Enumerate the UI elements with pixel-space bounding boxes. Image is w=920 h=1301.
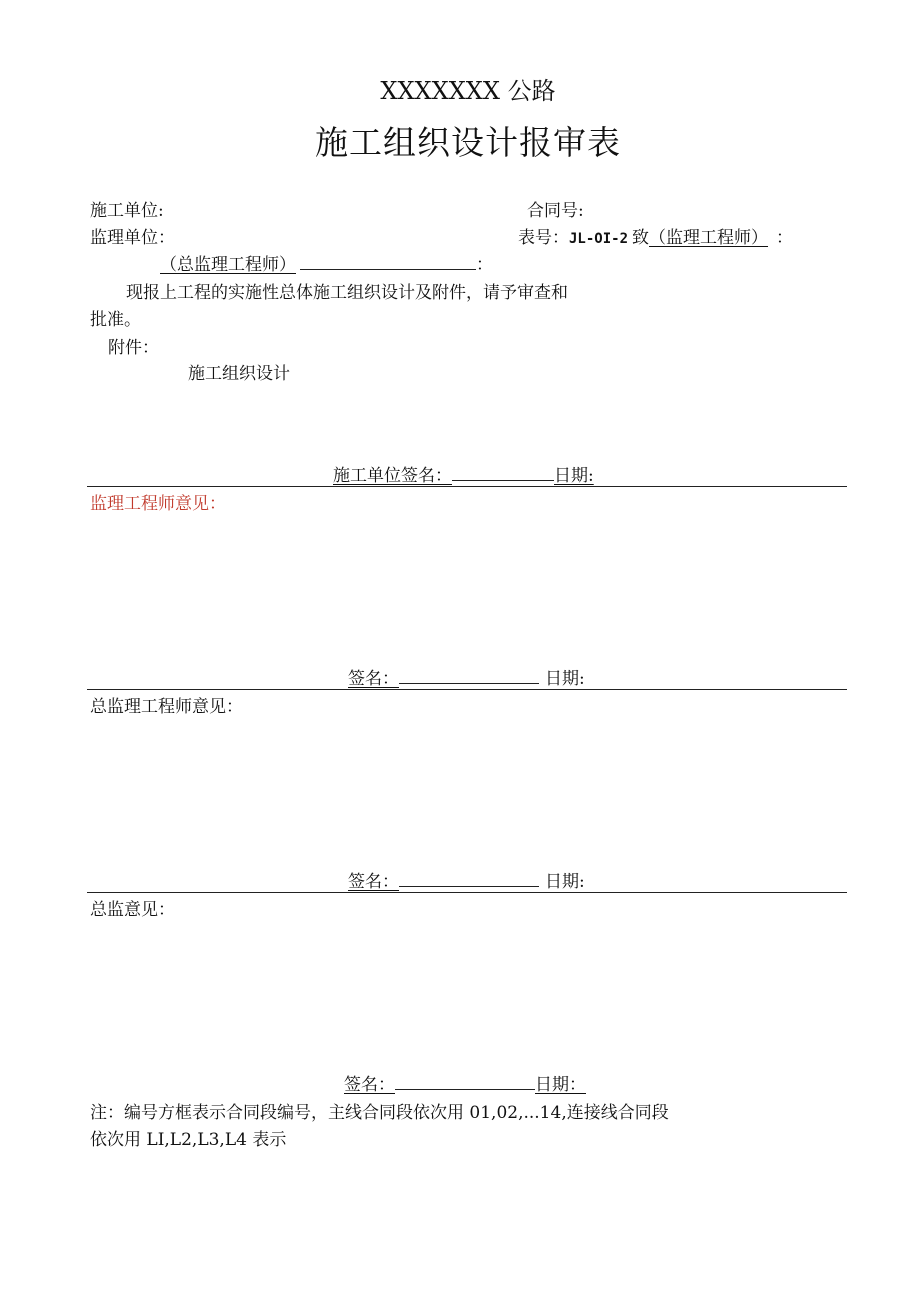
section-divider [87, 689, 847, 690]
attachment-label: 附件： [108, 338, 159, 358]
contractor-sign-label: 施工单位签名： [333, 466, 452, 486]
director-opinion-label: 总监意见： [90, 900, 175, 920]
director-sign-label: 签名： [344, 1075, 395, 1095]
contractor-label: 施工单位: [90, 201, 164, 221]
contractor-signature-line [333, 466, 594, 486]
form-no-label: 表号： [518, 228, 569, 248]
contract-no-label: 合同号: [527, 201, 584, 221]
request-text-line1: 现报上工程的实施性总体施工组织设计及附件，请予审查和 [126, 283, 568, 303]
chief-engineer-colon: ： [476, 255, 493, 275]
form-subtitle: XXXXXXX 公路 [380, 77, 556, 105]
form-number-line [518, 228, 793, 249]
director-date-label: 日期： [535, 1075, 586, 1095]
director-sign-blank[interactable] [395, 1088, 535, 1090]
engineer-sign-label: 签名： [348, 669, 399, 689]
supervisor-label: 监理单位： [90, 228, 175, 248]
to-supervising-engineer: （监理工程师） [649, 228, 769, 248]
footnote-line2: 依次用 LI,L2,L3,L4 表示 [90, 1130, 287, 1150]
chief-date-label: 日期: [545, 872, 585, 892]
chief-engineer-label: （总监理工程师） [160, 255, 296, 275]
form-no-value: JL-OI-2 [569, 231, 629, 247]
engineer-signature-line [348, 669, 585, 689]
engineer-date-label: 日期: [545, 669, 585, 689]
engineer-sign-blank[interactable] [399, 682, 539, 684]
contractor-sign-blank[interactable] [452, 479, 554, 481]
chief-sign-blank[interactable] [399, 885, 539, 887]
engineer-opinion-label: 监理工程师意见： [90, 494, 226, 514]
chief-sign-label: 签名： [348, 872, 399, 892]
to-label: 致 [632, 228, 650, 248]
chief-opinion-label: 总监理工程师意见： [90, 697, 243, 717]
section-divider [87, 892, 847, 893]
form-title: 施工组织设计报审表 [315, 123, 621, 162]
chief-engineer-blank[interactable] [300, 268, 476, 270]
contractor-date-label: 日期: [554, 466, 594, 486]
section-divider [87, 486, 847, 487]
attachment-item: 施工组织设计 [188, 364, 290, 384]
to-colon: ： [776, 228, 794, 248]
request-text-line2: 批准。 [90, 310, 141, 330]
chief-engineer-line [160, 255, 493, 275]
director-signature-line [344, 1075, 586, 1095]
chief-signature-line [348, 872, 585, 892]
footnote-line1: 注：编号方框表示合同段编号，主线合同段依次用 01,02,...14,连接线合同段 [90, 1103, 669, 1123]
